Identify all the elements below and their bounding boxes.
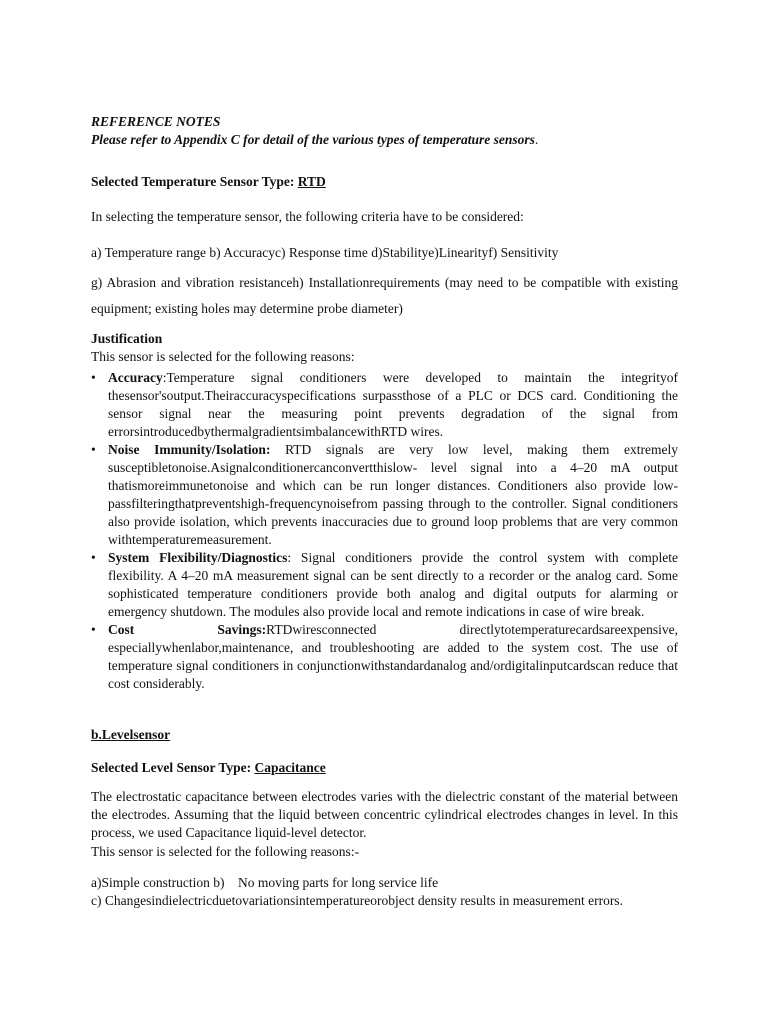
list-item	[91, 369, 678, 441]
level-reason-c: c) Changesindielectricduetovariationsintemperatureorobject density results in measurement errors.	[91, 893, 623, 908]
reason-term: Noise Immunity/Isolation:	[108, 442, 271, 457]
justification-list	[91, 369, 678, 693]
bullet-icon: •	[91, 442, 96, 457]
reason-text: : Signal conditioners provide the control system with complete flexibility. A 4–20 mA measurement signal can be sent directly to a recorder or the analog card. Some sophisticated temperature conditioners provide both analog and digital outputs for alarming or emergency shutdown. The modules also provide local and remote indications in case of wire break.	[108, 550, 679, 619]
reason-term: System Flexibility/Diagnostics	[108, 550, 288, 565]
level-selected-label: Selected Level Sensor Type:	[91, 760, 255, 775]
reference-heading: REFERENCE NOTES	[91, 114, 221, 129]
level-section-heading: b.Levelsensor	[91, 727, 171, 742]
justification-heading: Justification	[91, 331, 163, 346]
bullet-icon: •	[91, 370, 96, 385]
criteria-intro: In selecting the temperature sensor, the following criteria have to be considered:	[91, 209, 524, 224]
temperature-selected-type	[91, 173, 678, 191]
reference-note-line	[91, 131, 678, 149]
level-selected-value: Capacitance	[254, 760, 326, 775]
justification-intro: This sensor is selected for the following reasons:	[91, 349, 355, 364]
bullet-icon: •	[91, 550, 96, 565]
list-item	[91, 441, 678, 549]
reason-text: :Temperature signal conditioners were developed to maintain the integrityof thesensor'soutput.Theiraccuracyspecifications surpassthose of a PLC or DCS card. Conditioning the sensor signal near the measuring point prevents degradation of the signal from errorsintroducedbythermalgradientsimbalancewithRTD wires.	[108, 370, 678, 439]
reference-note: Please refer to Appendix C for detail of the various types of temperature sensors	[91, 132, 535, 147]
reason-text: RTD signals are very low level, making them extremely susceptibletonoise.Asignalconditionercanconvertthislow- level signal into a 4–20 mA output thatismoreimmunetonoise and which can be run longer distances. Conditioners also provide low-passfilteringthatpreventshigh-frequencynoisefrom passing through to the controller. Signal conditioners also provide isolation, which prevents inaccuracies due to ground loop problems that are very common withtemperaturemeasurement.	[108, 442, 678, 547]
list-item	[91, 621, 678, 693]
criteria-line-2: g) Abrasion and vibration resistanceh) Installationrequirements (may need to be compatible with existing equipment; existing holes may determine probe diameter)	[91, 275, 678, 316]
reason-term: Accuracy	[108, 370, 163, 385]
level-selected-type	[91, 759, 678, 777]
reference-notes	[91, 113, 678, 149]
criteria-line-1: a) Temperature range b) Accuracyc) Response time d)Stabilitye)Linearityf) Sensitivity	[91, 245, 559, 260]
temperature-selected-value: RTD	[297, 174, 326, 189]
level-reason-a: a)Simple construction b) No moving parts for long service life	[91, 875, 439, 890]
reason-term: Cost Savings:	[108, 622, 267, 637]
list-item	[91, 549, 678, 621]
reason-text: RTDwiresconnected directlytotemperaturecardsareexpensive, especiallywhenlabor,maintenance, and troubleshooting are added to the system cost. The use of temperature signal conditioners in conjunctionwithstandardanalog and/ordigitalinputcardscan reduce that cost considerably.	[108, 622, 678, 691]
bullet-icon: •	[91, 622, 96, 637]
reference-note-end: .	[534, 132, 539, 147]
level-reasons-intro: This sensor is selected for the following reasons:-	[91, 844, 360, 859]
level-description: The electrostatic capacitance between electrodes varies with the dielectric constant of the material between the electrodes. Assuming that the liquid between concentric cylindrical electrodes changes in level. In this process, we used Capacitance liquid-level detector.	[91, 789, 678, 840]
temperature-selected-label: Selected Temperature Sensor Type:	[91, 174, 298, 189]
